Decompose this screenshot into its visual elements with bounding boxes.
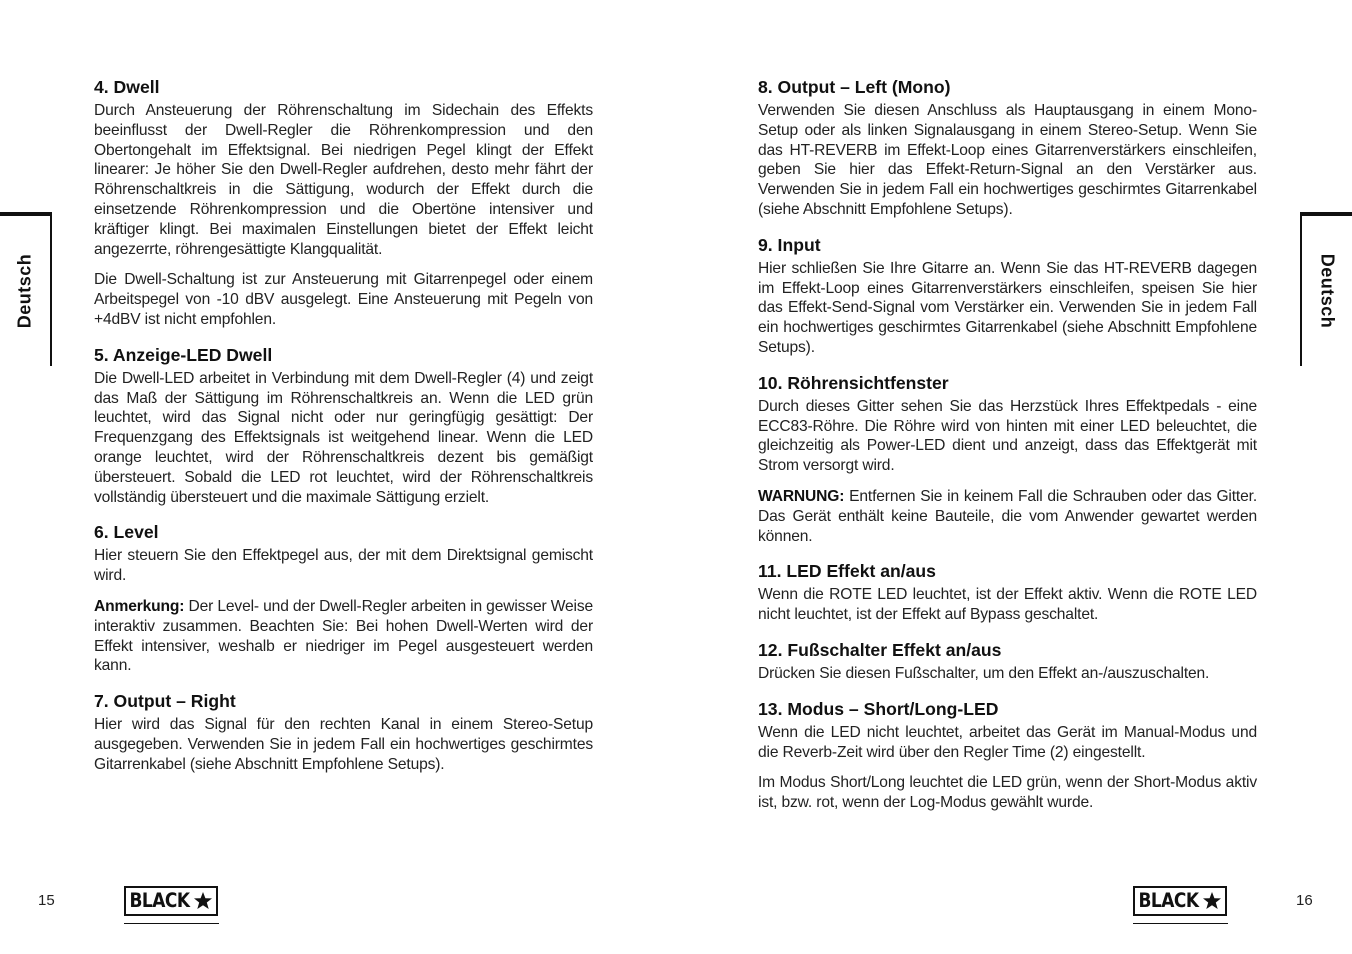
section-output-left (758, 76, 1257, 220)
page-number-right: 16 (1296, 892, 1313, 909)
logo-text: BLACK (129, 889, 190, 913)
section-paragraph: Im Modus Short/Long leuchtet die LED grün, wenn der Short-Modus aktiv ist, bzw. rot, wenn der Log-Modus gewählt wurde. (758, 774, 1257, 812)
section-input (758, 234, 1257, 358)
section-paragraph: Verwenden Sie diesen Anschluss als Hauptausgang in einem Mono-Setup oder als linken Signalausgang in einem Stereo-Setup. Wenn Sie das HT-REVERB im Effekt-Loop eines Gitarrenverstärkers einschleifen, geben Sie hier das Effekt-Return-Signal an den Verstärker aus. Verwenden Sie in jedem Fall ein hochwertiges geschirmtes Gitarrenkabel (siehe Abschnitt Empfohlene Setups). (758, 102, 1257, 218)
language-tab-label: Deutsch (1317, 253, 1338, 329)
section-heading: 13. Modus – Short/Long-LED (758, 698, 999, 719)
note-lead: Anmerkung: (94, 597, 185, 615)
section-paragraph: Hier steuern Sie den Effektpegel aus, der mit dem Direktsignal gemischt wird. (94, 547, 593, 585)
section-level (94, 521, 593, 676)
left-column (94, 76, 593, 789)
section-dwell (94, 76, 593, 330)
star-icon (193, 891, 213, 911)
section-heading: 12. Fußschalter Effekt an/aus (758, 639, 1002, 660)
section-heading: 8. Output – Left (Mono) (758, 77, 951, 97)
section-footswitch (758, 639, 1257, 684)
logo-text: BLACK (1138, 889, 1199, 913)
language-tab-left (0, 212, 52, 366)
section-heading: 10. Röhrensichtfenster (758, 372, 949, 393)
section-paragraph: Drücken Sie diesen Fußschalter, um den Effekt an-/auszuschalten. (758, 664, 1210, 682)
note-paragraph (94, 597, 593, 676)
section-paragraph: Wenn die ROTE LED leuchtet, ist der Effekt aktiv. Wenn die ROTE LED nicht leuchtet, ist der Effekt auf Bypass geschaltet. (758, 586, 1257, 624)
section-paragraph: Hier wird das Signal für den rechten Kanal in einem Stereo-Setup ausgegeben. Verwenden Sie in jedem Fall ein hochwertiges geschirmtes Gitarrenkabel (siehe Abschnitt Empfohlene Setups). (94, 716, 593, 773)
section-dwell-led (94, 344, 593, 508)
note-text: Der Level- und der Dwell-Regler arbeiten in gewisser Weise interaktiv zusammen. Beachten Sie: Bei hohen Dwell-Werten wird der Effekt intensiver, weshalb er niedriger im Pegel ausgesteuert werden kann. (94, 597, 593, 675)
brand-logo-left (124, 886, 218, 916)
warning-lead: WARNUNG: (758, 487, 845, 505)
section-output-right (94, 690, 593, 774)
section-paragraph: Hier schließen Sie Ihre Gitarre an. Wenn Sie das HT-REVERB dagegen im Effekt-Loop eines Gitarrenverstärkers einschleifen, speisen Sie hier das Effekt-Send-Signal vom Verstärker ein. Verwenden Sie in jedem Fall ein hochwertiges geschirmtes Gitarrenkabel (siehe Abschnitt Empfohlene Setups). (758, 259, 1257, 356)
footer-rule-left (124, 923, 219, 924)
section-paragraph: Die Dwell-LED arbeitet in Verbindung mit dem Dwell-Regler (4) und zeigt das Maß der Sättigung im Röhrenschaltkreis an. Wenn die LED grün leuchtet, wird das Signal nicht oder nur geringfügig gesättigt: Der Frequenzgang des Effektsignals ist weitgehend linear. Wenn die LED orange leuchtet, wird der Röhrenschaltkreis dezent bis gemäßigt übersteuert. Sobald die LED rot leuchtet, wird der Röhrenschaltkreis vollständig übersteuert und die maximale Sättigung erzielt. (94, 369, 593, 506)
warning-paragraph (758, 487, 1257, 546)
section-heading: 9. Input (758, 234, 821, 255)
section-paragraph: Die Dwell-Schaltung ist zur Ansteuerung mit Gitarrenpegel oder einem Arbeitspegel von -10 dBV ausgelegt. Eine Ansteuerung mit Pegeln von +4dBV ist nicht empfohlen. (94, 271, 593, 328)
brand-logo-right (1133, 886, 1227, 916)
section-paragraph: Durch Ansteuerung der Röhrenschaltung im Sidechain des Effekts beeinflusst der Dwell-Regler die Röhrenkompression und den Obertongehalt im Effektsignal. Bei niedrigen Pegel klingt der Effekt linearer: Je höher Sie den Dwell-Regler aufdrehen, desto mehr fährt der Röhrenschaltkreis in die Sättigung, wodurch der Effekt durch die einsetzende Röhrenkompression und die Obertöne intensiver und kräftiger klingt. Bei maximalen Einstellungen bietet der Effekt leicht angezerrte, röhrengesättigte Klangqualität. (94, 102, 593, 258)
section-paragraph: Wenn die LED nicht leuchtet, arbeitet das Gerät im Manual-Modus und die Reverb-Zeit wird über den Regler Time (2) eingestellt. (758, 723, 1257, 761)
section-tube-window (758, 372, 1257, 547)
right-column (758, 76, 1257, 827)
language-tab-label: Deutsch (14, 253, 35, 329)
section-heading: 11. LED Effekt an/aus (758, 561, 936, 582)
warning-text: Entfernen Sie in keinem Fall die Schrauben oder das Gitter. Das Gerät enthält keine Bauteile, die vom Anwender gewartet werden können. (758, 487, 1257, 545)
section-heading: 5. Anzeige-LED Dwell (94, 344, 273, 365)
section-mode-led (758, 698, 1257, 813)
section-heading: 4. Dwell (94, 77, 160, 97)
language-tab-right (1300, 212, 1352, 366)
footer-rule-right (1133, 923, 1228, 924)
section-effect-led (758, 560, 1257, 625)
section-heading: 6. Level (94, 522, 159, 543)
section-paragraph: Durch dieses Gitter sehen Sie das Herzstück Ihres Effektpedals - eine ECC83-Röhre. Die Röhre wird von hinten mit einer LED beleuchtet, die gleichzeitig als Power-LED dient und anzeigt, dass das Effektgerät mit Strom versorgt wird. (758, 397, 1257, 475)
star-icon (1202, 891, 1222, 911)
page-number-left: 15 (38, 892, 55, 909)
section-heading: 7. Output – Right (94, 691, 236, 712)
